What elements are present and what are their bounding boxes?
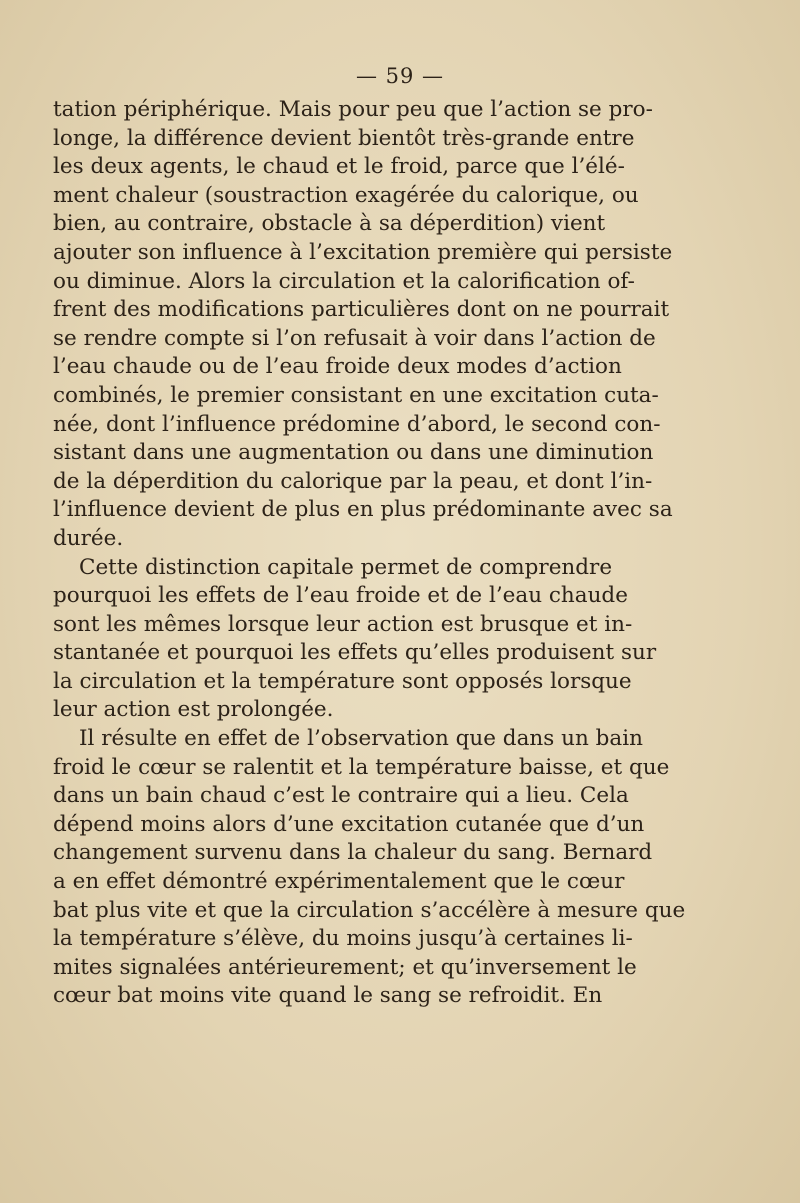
text-line: la température s’élève, du moins jusqu’à certaines li- bbox=[53, 926, 633, 952]
text-line: longe, la différence devient bientôt très-grande entre bbox=[53, 125, 635, 151]
text-line: tation périphérique. Mais pour peu que l’action se pro- bbox=[53, 97, 653, 122]
text-line: mites signalées antérieurement; et qu’inversement le bbox=[53, 954, 637, 980]
text-line: la circulation et la température sont opposés lorsque bbox=[53, 668, 632, 694]
text-line: bien, au contraire, obstacle à sa déperdition) vient bbox=[53, 211, 606, 237]
text-line: née, dont l’influence prédomine d’abord, le second con- bbox=[53, 411, 661, 437]
text-line: froid le cœur se ralentit et la température baisse, et que bbox=[53, 754, 670, 780]
text-line: de la déperdition du calorique par la peau, et dont l’in- bbox=[53, 468, 653, 494]
text-line: les deux agents, le chaud et le froid, parce que l’élé- bbox=[53, 154, 625, 180]
paragraph bbox=[53, 554, 657, 726]
text-line: a en effet démontré expérimentalement que le cœur bbox=[53, 869, 625, 895]
text-line: combinés, le premier consistant en une excitation cuta- bbox=[53, 382, 659, 408]
text-line: ment chaleur (soustraction exagérée du calorique, ou bbox=[53, 182, 639, 208]
text-line: leur action est prolongée. bbox=[53, 697, 334, 723]
text-line: durée. bbox=[53, 525, 124, 551]
text-line: ajouter son influence à l’excitation première qui persiste bbox=[53, 239, 673, 265]
text-line: frent des modifications particulières dont on ne pourrait bbox=[53, 297, 670, 323]
text-line: l’eau chaude ou de l’eau froide deux modes d’action bbox=[53, 354, 622, 380]
text-line: dépend moins alors d’une excitation cutanée que d’un bbox=[53, 811, 645, 837]
text-line: se rendre compte si l’on refusait à voir dans l’action de bbox=[53, 325, 656, 351]
text-line: sistant dans une augmentation ou dans une diminution bbox=[53, 440, 654, 466]
text-line: stantanée et pourquoi les effets qu’elles produisent sur bbox=[53, 640, 657, 666]
text-line: bat plus vite et que la circulation s’accélère à mesure que bbox=[53, 897, 686, 923]
text-line: pourquoi les effets de l’eau froide et de l’eau chaude bbox=[53, 583, 628, 609]
text-line: Cette distinction capitale permet de comprendre bbox=[79, 554, 613, 580]
text-line: changement survenu dans la chaleur du sang. Bernard bbox=[53, 840, 653, 866]
paragraph bbox=[53, 725, 686, 1011]
text-line: dans un bain chaud c’est le contraire qui a lieu. Cela bbox=[53, 783, 629, 809]
page-number: — 59 — bbox=[355, 64, 445, 88]
text-line: sont les mêmes lorsque leur action est brusque et in- bbox=[53, 611, 633, 637]
text-line: Il résulte en effet de l’observation que dans un bain bbox=[79, 726, 643, 752]
paragraph bbox=[53, 96, 673, 554]
text-line: l’influence devient de plus en plus prédominante avec sa bbox=[53, 497, 673, 523]
text-line: ou diminue. Alors la circulation et la calorification of- bbox=[53, 268, 635, 294]
text-line: cœur bat moins vite quand le sang se refroidit. En bbox=[53, 983, 603, 1009]
body-text bbox=[53, 96, 686, 1011]
